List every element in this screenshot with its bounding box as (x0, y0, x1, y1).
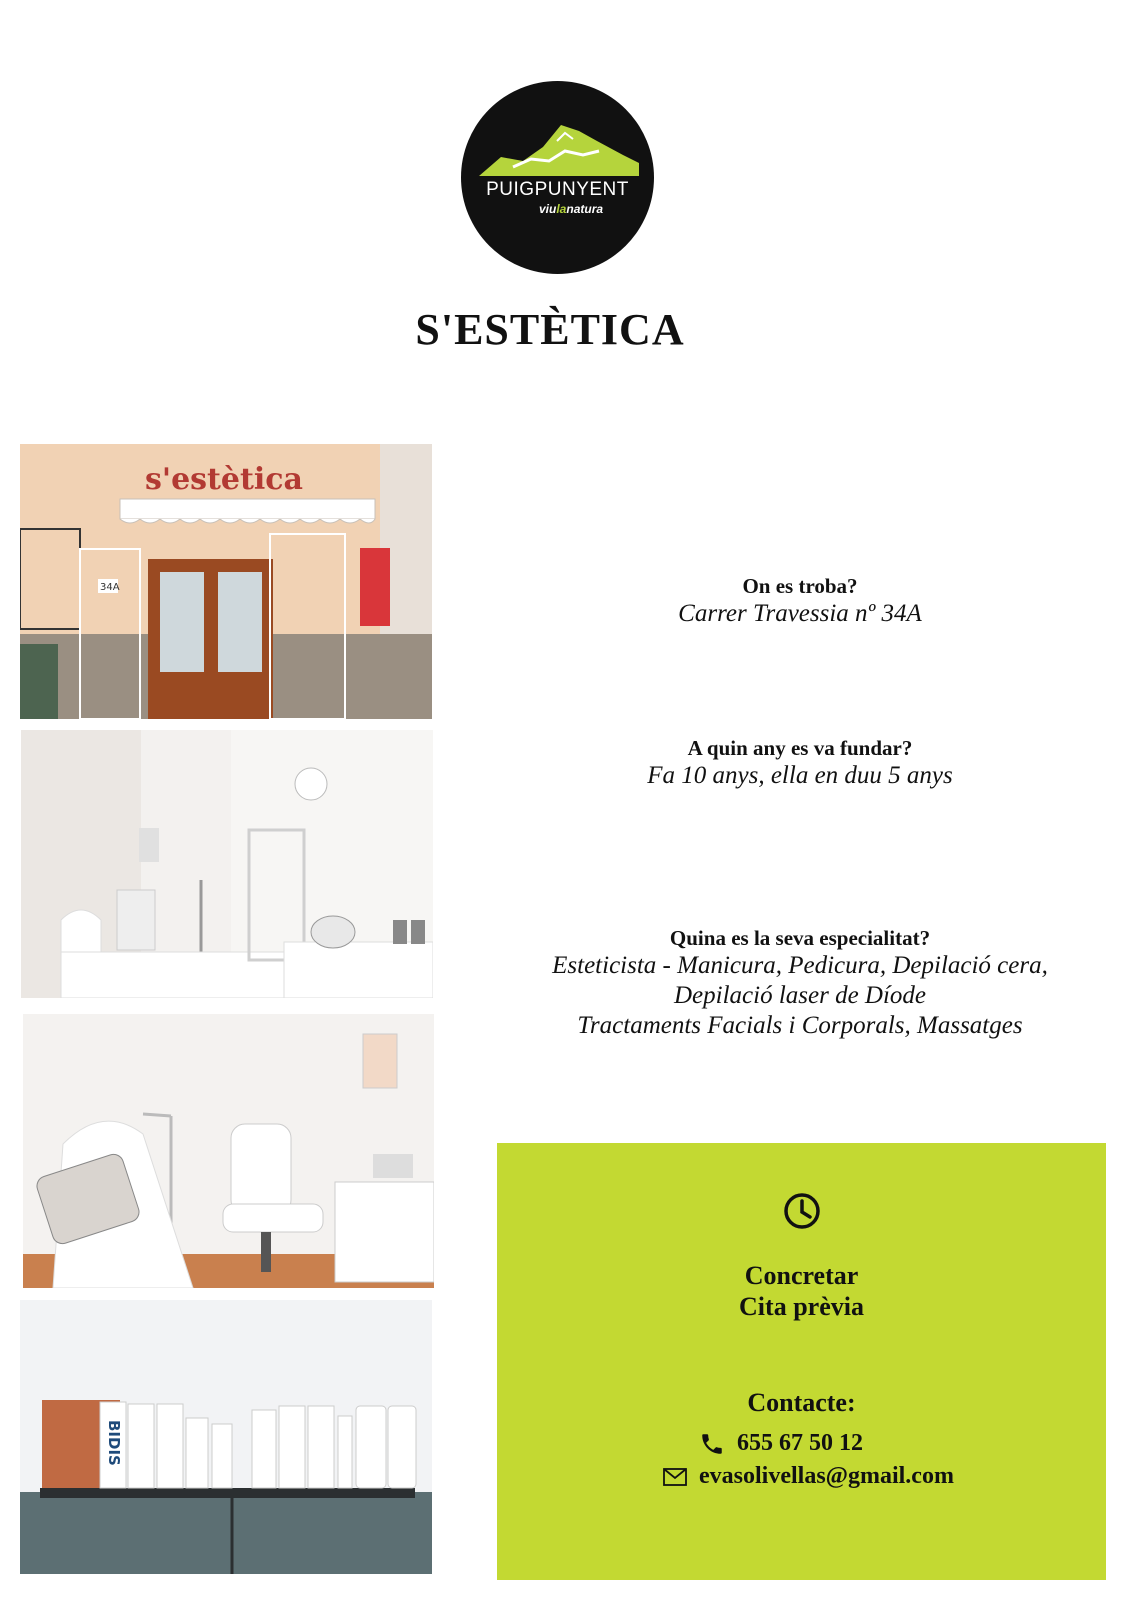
appointment-panel (497, 1143, 1106, 1580)
photo-pedicure-room (23, 1014, 434, 1288)
phone-contact[interactable] (699, 1430, 863, 1457)
info-answer: Tractaments Facials i Corporals, Massatges (577, 1012, 1023, 1039)
info-founded (480, 735, 1120, 791)
shop-sign-text: s'estètica (145, 462, 303, 497)
info-answer: Carrer Travessia nº 34A (678, 600, 922, 627)
info-question: Quina es la seva especialitat? (669, 926, 931, 950)
photo-treatment-room (21, 730, 433, 998)
info-location (480, 573, 1120, 629)
mail-icon (663, 1468, 687, 1486)
info-answer: Esteticista - Manicura, Pedicura, Depilació cera, (552, 952, 1048, 979)
photo-shop-front (20, 444, 432, 719)
phone-icon (699, 1431, 725, 1457)
contact-label: Contacte: (747, 1388, 856, 1417)
brand-text: BIDIS (105, 1420, 123, 1466)
info-specialty (480, 925, 1120, 1041)
mountain-graphic (461, 81, 654, 274)
logo-wordmark: PUIGPUNYENT (486, 179, 629, 200)
clock-icon (782, 1191, 822, 1236)
info-question: A quin any es va fundar? (687, 736, 913, 760)
puigpunyent-logo (461, 81, 654, 274)
info-question: On es troba? (742, 574, 858, 598)
logo-tagline: viulanatura (539, 202, 604, 216)
page-title: S'ESTÈTICA (415, 305, 685, 354)
info-answer: Fa 10 anys, ella en duu 5 anys (647, 762, 953, 789)
number-plate-text: 34A (100, 582, 120, 593)
email-address[interactable]: evasolivellas@gmail.com (699, 1463, 954, 1489)
appointment-heading: Concretar Cita prèvia (739, 1261, 864, 1321)
photo-product-shelf (20, 1300, 432, 1574)
email-contact[interactable] (663, 1463, 954, 1490)
phone-number[interactable]: 655 67 50 12 (737, 1430, 863, 1456)
info-answer: Depilació laser de Díode (673, 982, 927, 1009)
